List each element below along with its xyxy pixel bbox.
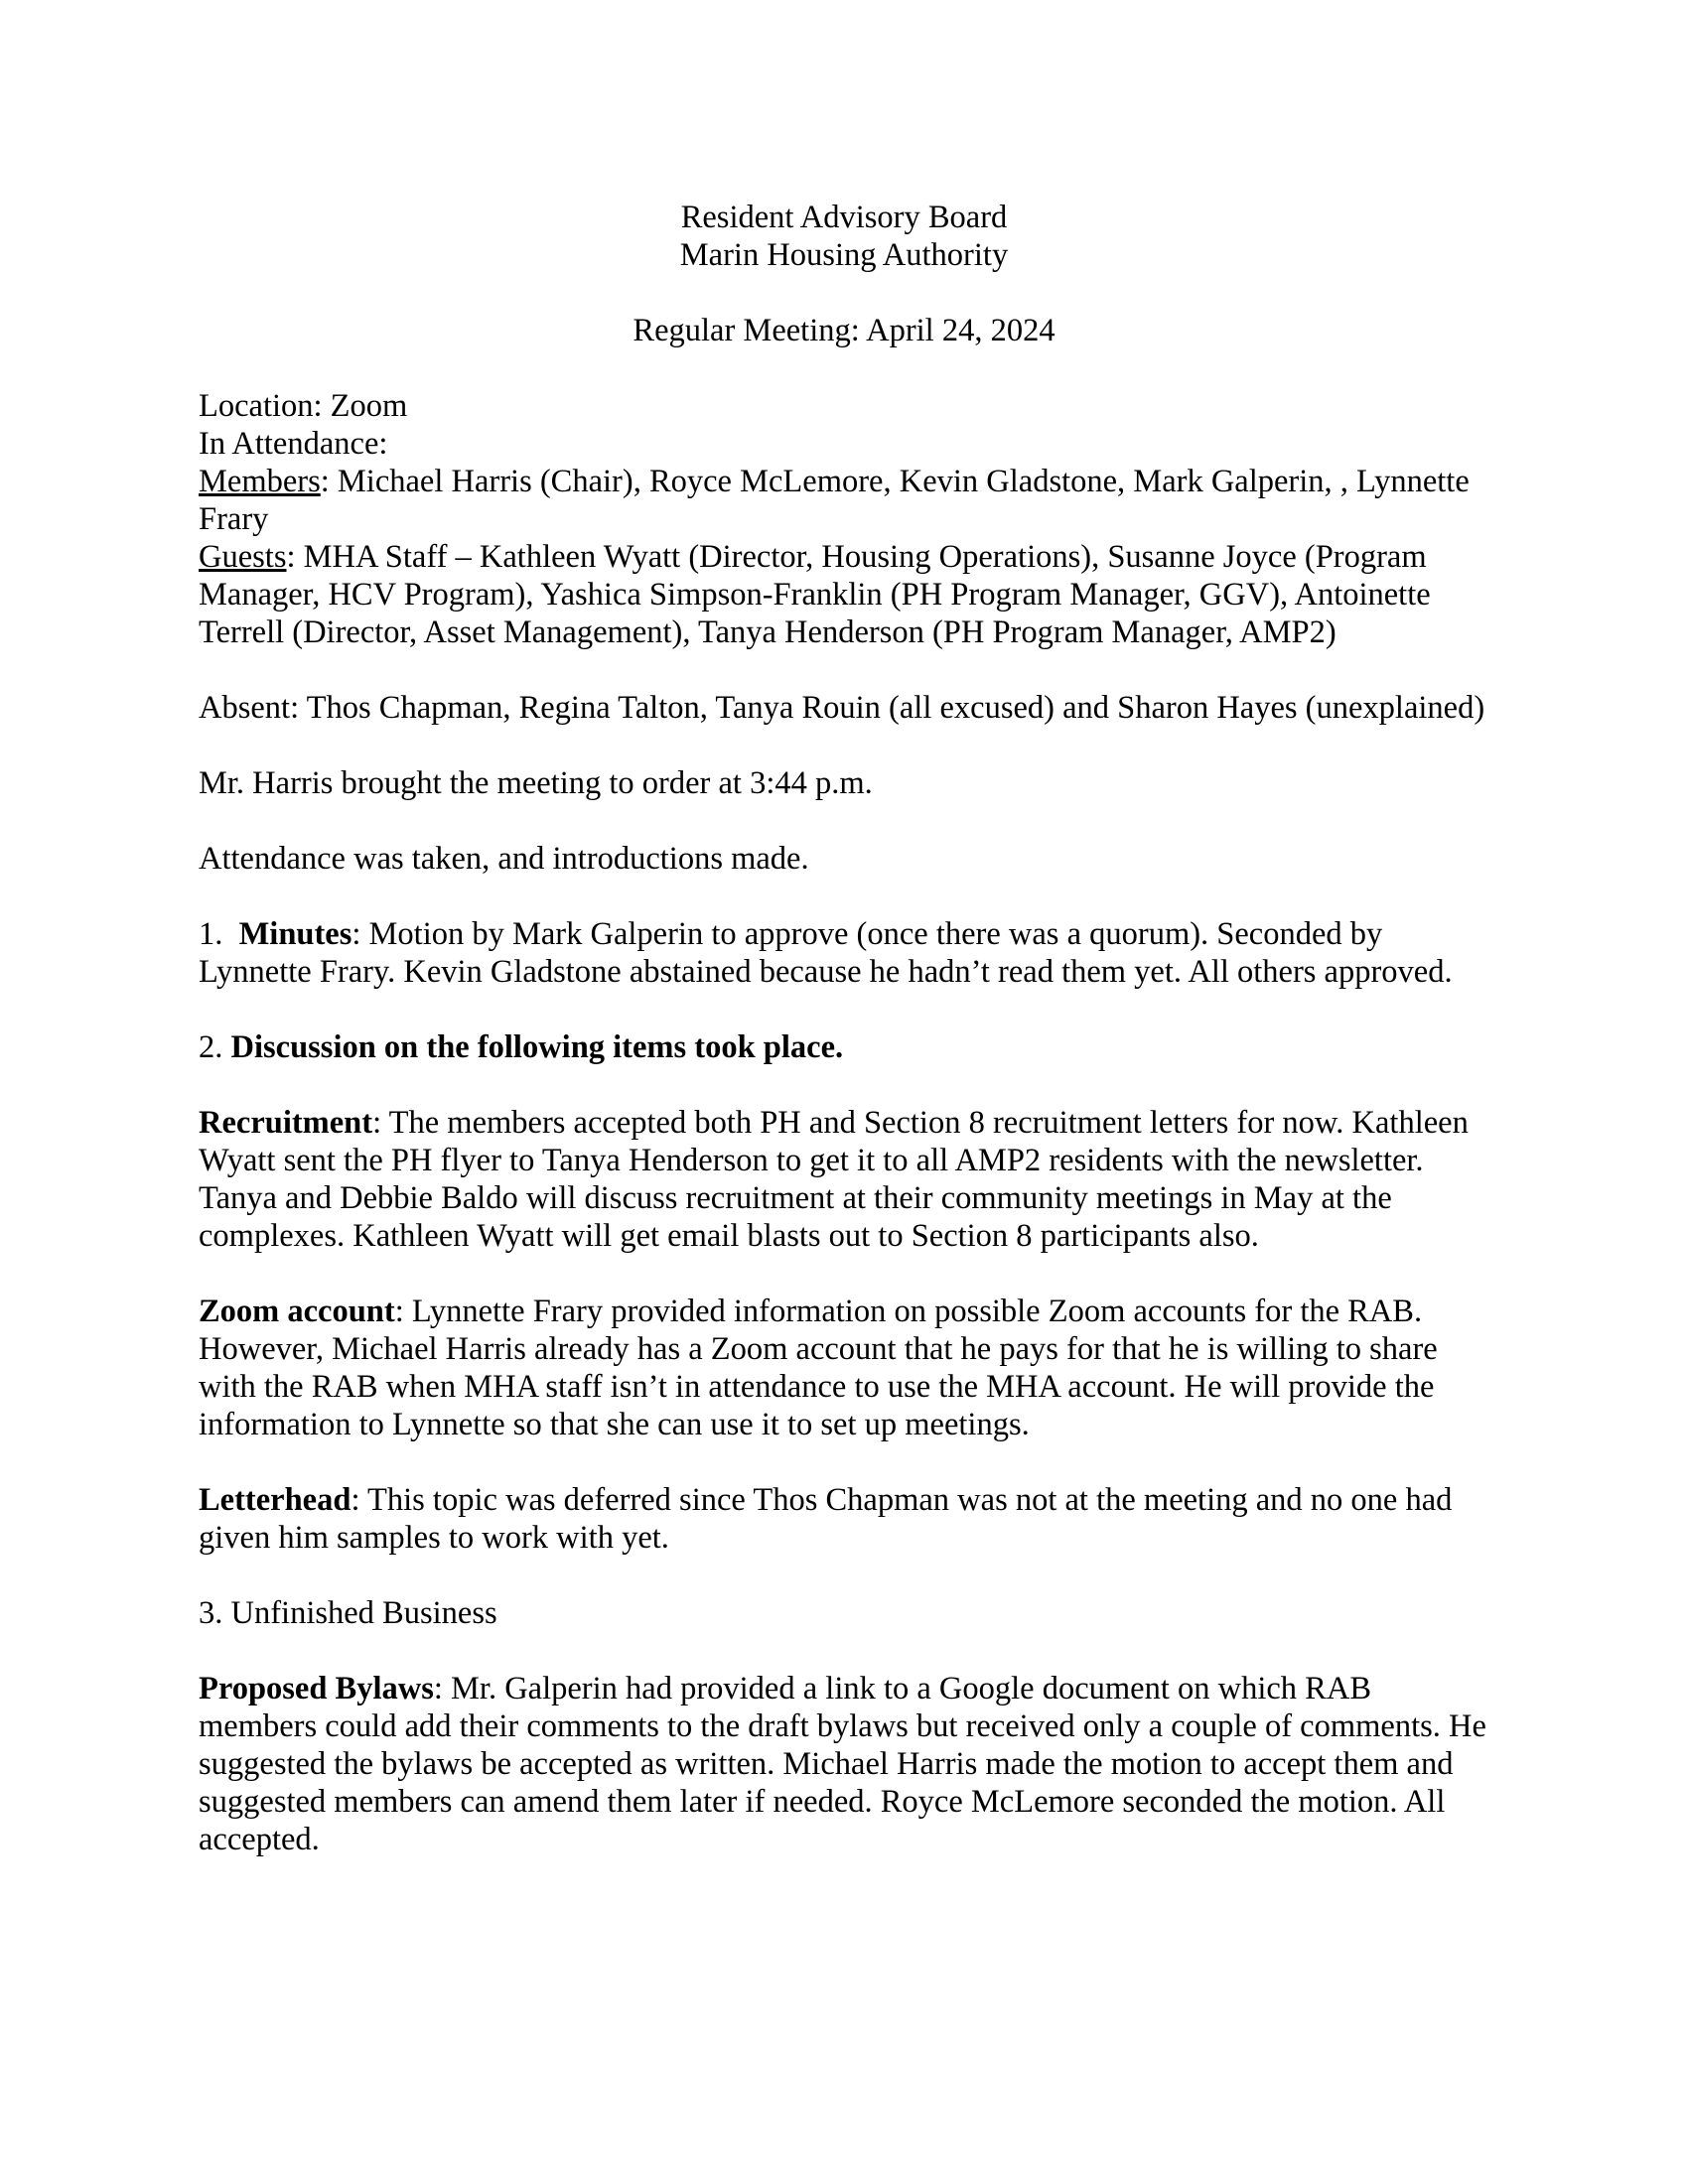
minutes-item <box>199 915 1489 991</box>
guests-label: Guests <box>199 539 287 575</box>
letterhead-text: : This topic was deferred since Thos Chapman was not at the meeting and no one had given him samples to work with yet. <box>199 1482 1453 1556</box>
guests-line <box>199 538 1489 651</box>
members-label: Members <box>199 464 321 499</box>
unfinished-business-heading: 3. Unfinished Business <box>199 1595 497 1631</box>
minutes-number: 1. <box>199 916 239 952</box>
members-text: : Michael Harris (Chair), Royce McLemore, Kevin Gladstone, Mark Galperin, , Lynnette Frary <box>199 464 1470 537</box>
minutes-text: : Motion by Mark Galperin to approve (once there was a quorum). Seconded by Lynnette Frary. Kevin Gladstone abstained because he hadn’t read them yet. All others approved. <box>199 916 1453 990</box>
in-attendance-label: In Attendance: <box>199 426 388 462</box>
proposed-bylaws-label: Proposed Bylaws <box>199 1671 434 1706</box>
letterhead-label: Letterhead <box>199 1482 352 1518</box>
document-page <box>199 199 1489 1858</box>
proposed-bylaws-text: : Mr. Galperin had provided a link to a Google document on which RAB members could add their comments to the draft bylaws but received only a couple of comments. He suggested the bylaws be accepted as written. Michael Harris made the motion to accept them and suggested members can amend them later if needed. Royce McLemore seconded the motion. All accepted. <box>199 1671 1486 1857</box>
guests-text: : MHA Staff – Kathleen Wyatt (Director, Housing Operations), Susanne Joyce (Program Manager, HCV Program), Yashica Simpson-Franklin (PH Program Manager, GGV), Antoinette Terrell (Director, Asset Management), Tanya Henderson (PH Program Manager, AMP2) <box>199 539 1431 650</box>
discussion-heading <box>199 1028 1489 1066</box>
recruitment-label: Recruitment <box>199 1105 373 1141</box>
org-subtitle: Marin Housing Authority <box>679 237 1009 273</box>
minutes-label: Minutes <box>238 916 352 952</box>
members-line <box>199 463 1489 538</box>
discussion-label: Discussion on the following items took place. <box>230 1029 844 1065</box>
zoom-account-text: : Lynnette Frary provided information on possible Zoom accounts for the RAB. However, Michael Harris already has a Zoom account that he pays for that he is willing to share with the RAB when MHA staff isn’t in attendance to use the MHA account. He will provide the information to Lynnette so that she can use it to set up meetings. <box>199 1294 1438 1442</box>
zoom-account-item <box>199 1293 1489 1443</box>
recruitment-text: : The members accepted both PH and Section 8 recruitment letters for now. Kathleen Wyatt sent the PH flyer to Tanya Henderson to get it to all AMP2 residents with the newsletter. Tanya and Debbie Baldo will discuss recruitment at their community meetings in May at the complexes. Kathleen Wyatt will get email blasts out to Section 8 participants also. <box>199 1105 1469 1254</box>
discussion-number: 2. <box>199 1029 231 1065</box>
recruitment-item <box>199 1104 1489 1255</box>
attendance-taken: Attendance was taken, and introductions made. <box>199 841 809 877</box>
org-title: Resident Advisory Board <box>680 200 1008 235</box>
meeting-date: Regular Meeting: April 24, 2024 <box>633 313 1055 348</box>
attendance-block <box>199 387 1489 651</box>
call-to-order: Mr. Harris brought the meeting to order at 3:44 p.m. <box>199 765 873 801</box>
location: Location: Zoom <box>199 388 408 424</box>
proposed-bylaws-item <box>199 1670 1489 1858</box>
zoom-account-label: Zoom account <box>199 1294 395 1329</box>
letterhead-item <box>199 1481 1489 1557</box>
absent-paragraph: Absent: Thos Chapman, Regina Talton, Tanya Rouin (all excused) and Sharon Hayes (unexplained) <box>199 690 1485 726</box>
